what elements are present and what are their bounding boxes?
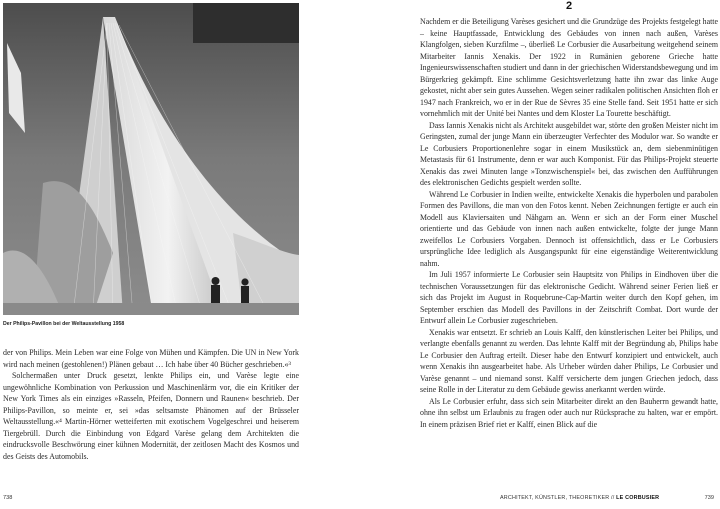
paragraph: Nachdem er die Beteiligung Varèses gesichert und die Grundzüge des Projekts festgelegt hatte – keine Hauptfassade, Entwicklung des Gebäudes von innen nach außen, Varèses Klangfolgen, sieben Kurzfilme –, überließ Le Corbusier die Ausarbeitung weitgehend seinem Mitarbeiter Iannis Xenakis. Der 1922 in Rumänien geborene Grieche hatte Ingenieurswissenschaften studiert und dann in der griechischen Widerstandsbewegung und im Bürgerkrieg gekämpft. Eine schlimme Gesichtsverletzung hatte ihn zwar das linke Auge gekostet, nicht aber sein gutes Aussehen. Wegen seiner radikalen politischen Ansichten floh er 1947 nach Frankreich, wo er in der Rue de Sèvres 35 eine Stelle fand. Seit 1951 hatte er sich vornehmlich mit der Unité bei Nantes und dem Kloster La Tourette beschäftigt. [420,17,718,118]
running-head [500,495,659,501]
right-page [360,0,720,509]
paragraph: Solchermaßen unter Druck gesetzt, lenkte Philips ein, und Varèse legte eine ungewöhnliche Kombination von Perkussion und Maschinenlärm vor, die ein Kritiker der New York Times als ein einziges »Rasseln, Pfeifen, Donnern und Raunen« beschrieb. Der Philips-Pavillon, so meinte er, sei »das seltsamste Phänomen auf der Brüsseler Weltausstellung.«⁴ Martin-Hörner wetteiferten mit exotischem Vogelgeschrei und heiserem Tiergebrüll. Durch die Einbindung von Edgard Varèse gelang dem Architekten die eindrucksvolle Beschwörung einer kühnen Modernität, der zeitlosen Macht des Kosmos und des Geists des Automobils. [3,371,299,461]
paragraph: Im Juli 1957 informierte Le Corbusier sein Hauptsitz von Philips in Eindhoven über die technischen Voraussetzungen für das elektronische Gedicht. Während seiner Ferien ließ er sich das Projekt im August in Roquebrune-Cap-Martin weiter durch den Kopf gehen, im September erschien das Modell des Pavillons in der Zeitschrift Combat. Dort wurde der Entwurf allein Le Corbusier zugeschrieben. [420,270,718,325]
right-body-text [420,16,718,430]
photo-caption: Der Philips-Pavillon bei der Weltausstellung 1958 [3,321,125,327]
paragraph: Xenakis war entsetzt. Er schrieb an Louis Kalff, den künstlerischen Leiter bei Philips, und verlangte ebenfalls genannt zu werden. Das lehnte Kalff mit der Begründung ab, Philips habe Le Corbusier den Auftrag erteilt. Dieser habe den Entwurf konzipiert und entwickelt, auch wenn Xenakis ihn ausgearbeitet habe. Als Urheber würden daher Philips, Le Corbusier und Varèse genannt – und niemand sonst. Kalff versicherte dem jungen Griechen jedoch, dass seine Rolle in der Literatur zu dem Gebäude gewiss anerkannt werden würde. [420,327,718,394]
paragraph: Als Le Corbusier erfuhr, dass sich sein Mitarbeiter direkt an den Bauherrn gewandt hatte, ohne ihn selbst um Erlaubnis zu fragen oder auch nur Rücksprache zu halten, war er empört. In einem präzisen Brief riet er Kalff, einen Blick auf die [420,396,718,429]
chapter-number: 2 [566,0,573,12]
page-number-left: 738 [3,495,13,501]
running-head-title: LE CORBUSIER [616,495,660,501]
paragraph: Während Le Corbusier in Indien weilte, entwickelte Xenakis die hyperbolen und parabolen Formen des Pavillons, die man von den Fotos kennt. Neben Zeichnungen fertigte er auch ein Modell aus Klaviersaiten und Nähgarn an. Wenn er sich an der Form einer Muschel orientierte und das Gebäude von innen nach außen entwickelte, folgte der junge Mann zweifellos Le Corbusiers Vorgaben. Dennoch ist offensichtlich, dass er Le Corbusiers ursprüngliche Idee lediglich als Ausgangspunkt für eine eigenständige Weiterentwicklung nahm. [420,189,718,268]
paragraph: Dass Iannis Xenakis nicht als Architekt ausgebildet war, störte den großen Meister nicht im Geringsten, zumal der junge Mann ein überzeugter Verfechter des Modulor war. So wandte er Le Corbusiers Proportionenlehre sogar in einem Musikstück an, dem siebenminütigen Metastasis für 61 Instrumente, denn er war auch Komponist. Für das Philips-Projekt steuerte Xenakis das zwei Minuten lange »Tonzwischenspiel« bei, das zwischen den Aufführungen des elektronischen Gedichts gespielt werden sollte. [420,120,718,187]
page-number-right: 739 [704,495,714,501]
philips-pavilion-photo [3,3,299,315]
running-head-prefix: ARCHITEKT, KÜNSTLER, THEORETIKER // [500,495,615,501]
pavilion-illustration [3,3,299,315]
paragraph: der von Philips. Mein Leben war eine Folge von Mühen und Kämpfen. Die UN in New York wird nach meinen (gestohlenen!) Plänen gebaut … Ich habe über 40 Bücher geschrieben.«³ [3,348,299,369]
left-body-text [3,347,299,462]
